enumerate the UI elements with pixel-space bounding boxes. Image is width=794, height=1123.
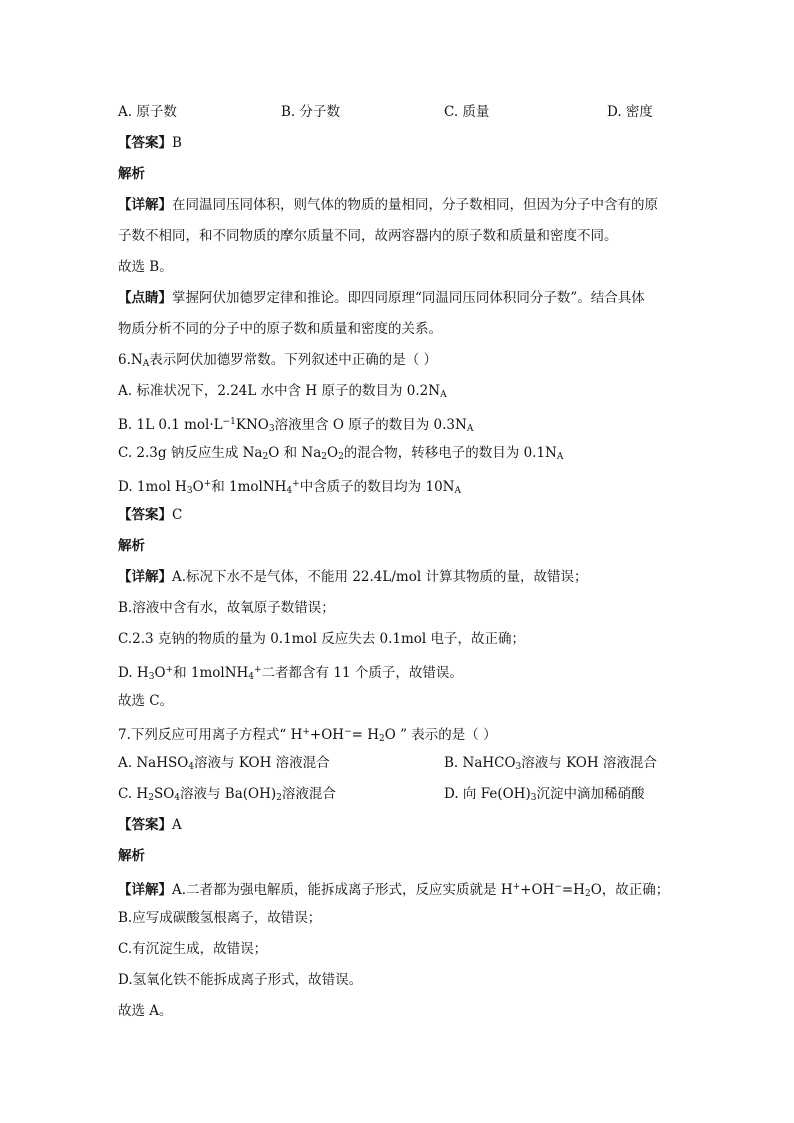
q6-answer: 【答案】C <box>118 507 183 523</box>
q7-answer: 【答案】A <box>118 817 182 833</box>
q7-analysis-heading: 解析 <box>118 848 145 864</box>
answer-tag: 【答案】 <box>118 135 172 151</box>
q6-detail-b: B.溶液中含有水，故氧原子数错误； <box>118 600 335 616</box>
q5-choose: 故选 B。 <box>118 259 173 275</box>
q5-detail-line-2: 子数不相同，和不同物质的摩尔质量不同，故两容器内的原子数和质量和密度不同。 <box>118 228 618 244</box>
q6-stem: $6.N_A$表示阿伏加德罗常数。下列叙述中正确的是（ ） <box>118 352 437 369</box>
q7-detail-d: D.氢氧化铁不能拆成离子形式，故错误。 <box>118 972 363 988</box>
detail-text: 在同温同压同体积，则气体的物质的量相同，分子数相同，但因为分子中含有的原 <box>172 197 658 213</box>
q5-options-row <box>118 100 678 131</box>
q6-option-c: C. 2.3g 钠反应生成 $Na_2O$ 和 $Na_2O_2$的混合物，转移电子的数目为 $0.1N_A$ <box>118 445 564 462</box>
analysis-tag: 解析 <box>118 166 145 182</box>
q7-option-b: B. NaHCO$_3$溶液与 KOH 溶液混合 <box>444 755 657 772</box>
q5-option-d: D. 密度 <box>607 104 653 120</box>
q7-option-a: A. NaHSO$_4$溶液与 KOH 溶液混合 <box>118 755 330 772</box>
point-tag: 【点睛】 <box>118 290 172 306</box>
q7-options-row-1 <box>118 751 678 782</box>
q5-point-line-2: 物质分析不同的分子中的原子数和质量和密度的关系。 <box>118 321 442 337</box>
q7-detail-b: B.应写成碳酸氢根离子，故错误； <box>118 910 322 926</box>
q6-choose: 故选 C。 <box>118 693 174 709</box>
q7-options-row-2 <box>118 782 678 813</box>
point-text: 掌握阿伏加德罗定律和推论。即四同原理“同温同压同体积同分子数”。结合具体 <box>172 290 645 306</box>
q5-answer <box>118 131 678 162</box>
q7-option-d: D. 向 $Fe(OH)_3$沉淀中滴加稀硝酸 <box>444 786 645 803</box>
q5-option-c: C. 质量 <box>444 104 490 120</box>
q6-option-a: A. 标准状况下，2.24L 水中含 H 原子的数目为 $0.2N_A$ <box>118 383 447 400</box>
q6-analysis-heading: 解析 <box>118 538 145 554</box>
q5-option-a: A. 原子数 <box>118 104 177 120</box>
q5-point-line-1 <box>118 286 678 317</box>
q6-detail-d: D. $H_3O^+$和 1molNH$_4$+二者都含有 11 个质子，故错误。 <box>118 665 463 682</box>
q7-stem: 7.下列反应可用离子方程式“ $H^++OH^-= H_2O$ ” 表示的是（ ） <box>118 727 497 744</box>
q6-option-d: D. 1mol $H_3O^+$和 1molNH$_4$+中含质子的数目均为 $10N_A$ <box>118 479 461 496</box>
detail-tag: 【详解】 <box>118 197 172 213</box>
q7-option-c: C. $H_2SO_4$溶液与 $Ba(OH)_2$溶液混合 <box>118 786 336 803</box>
q6-option-b: B. 1L 0.1 $mol\cdot L^{-1}KNO_3$溶液里含 O 原子的数目为 $0.3N_A$ <box>118 417 474 434</box>
q6-detail-c: C.2.3 克钠的物质的量为 0.1mol 反应失去 0.1mol 电子，故正确； <box>118 631 525 647</box>
q5-analysis-heading <box>118 162 678 193</box>
q5-option-b: B. 分子数 <box>281 104 341 120</box>
answer-value: B <box>172 135 182 151</box>
q7-detail-c: C.有沉淀生成，故错误； <box>118 941 268 957</box>
document-page <box>118 100 678 1030</box>
q6-detail-a: 【详解】A.标况下水不是气体，不能用 22.4L/mol 计算其物质的量，故错误； <box>118 569 588 585</box>
q5-detail-line-1 <box>118 193 678 224</box>
q7-detail-a: 【详解】A.二者都为强电解质，能拆成离子形式，反应实质就是 $H^++OH^-=H_2O$，故正确； <box>118 882 670 899</box>
q7-choose: 故选 A。 <box>118 1003 173 1019</box>
